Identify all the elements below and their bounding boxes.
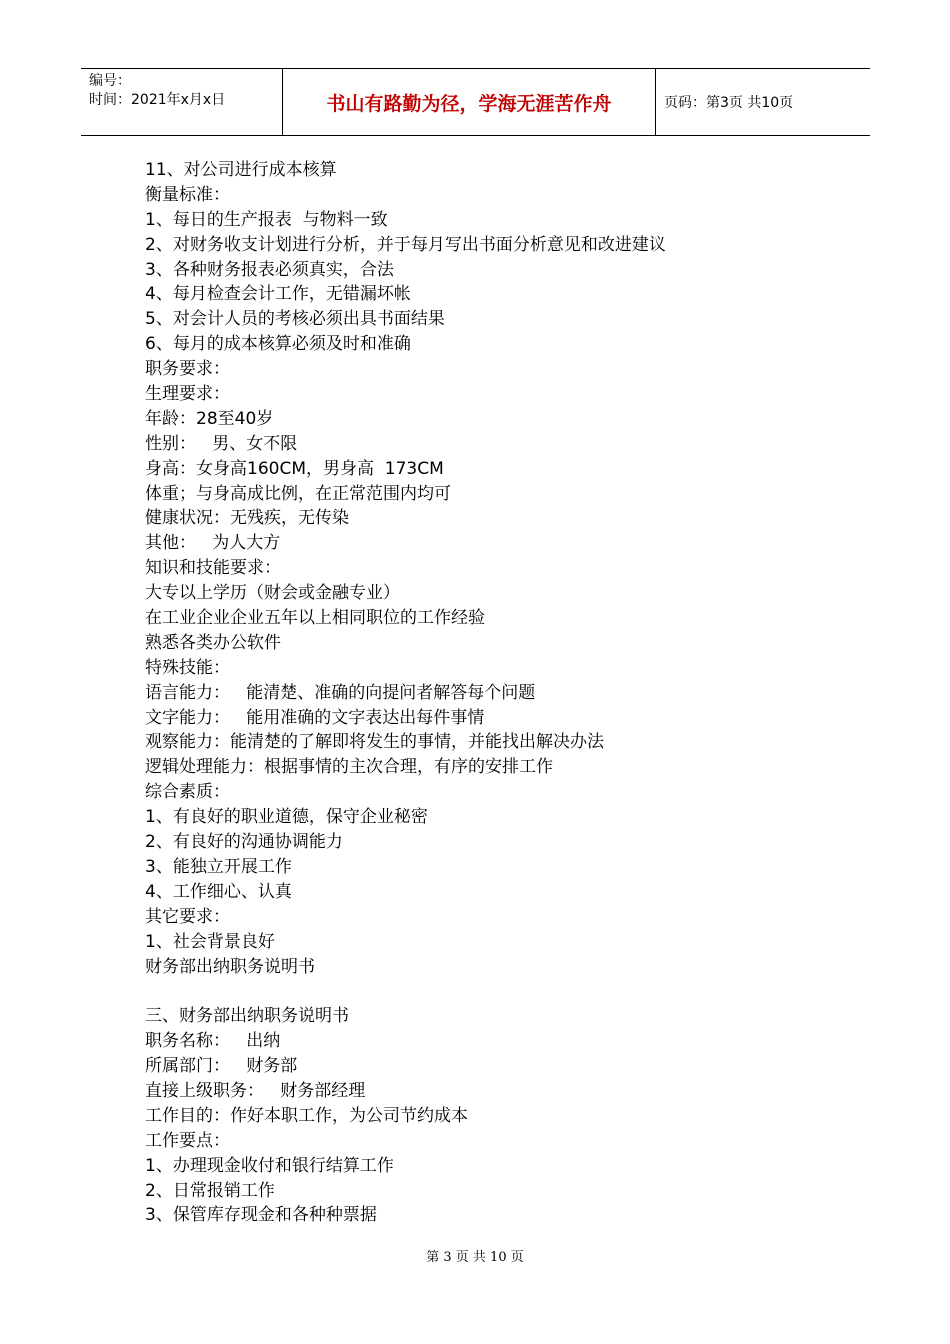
text-line: 职务名称： 出纳 — [145, 1031, 281, 1052]
header-page-number: 页码：第3页 共10页 — [664, 95, 794, 111]
text-line: 生理要求： — [145, 384, 230, 405]
text-line: 工作要点： — [145, 1130, 230, 1151]
document-number-label: 编号： — [89, 73, 131, 89]
text-line: 2、对财务收支计划进行分析，并于每月写出书面分析意见和改进建议 — [145, 234, 666, 255]
document-body — [145, 158, 845, 1228]
text-line: 其它要求： — [145, 906, 230, 927]
text-line: 2、日常报销工作 — [145, 1180, 275, 1201]
text-line: 特殊技能： — [145, 657, 230, 678]
text-line: 其他： 为人大方 — [145, 533, 281, 554]
text-line: 财务部出纳职务说明书 — [145, 956, 315, 977]
text-line: 5、对会计人员的考核必须出具书面结果 — [145, 309, 445, 330]
text-line: 语言能力： 能清楚、准确的向提问者解答每个问题 — [145, 682, 536, 703]
text-line: 在工业企业企业五年以上相同职位的工作经验 — [145, 608, 485, 629]
text-line: 3、保管库存现金和各种种票据 — [145, 1205, 377, 1226]
page-header — [81, 68, 870, 136]
text-line: 1、有良好的职业道德，保守企业秘密 — [145, 807, 428, 828]
text-line: 衡量标准： — [145, 184, 230, 205]
text-line: 1、办理现金收付和银行结算工作 — [145, 1155, 394, 1176]
text-line: 身高：女身高160CM，男身高 173CM — [145, 458, 444, 479]
text-line: 健康状况：无残疾，无传染 — [145, 508, 349, 529]
document-date: 时间：2021年x月x日 — [89, 92, 226, 108]
text-line: 体重；与身高成比例，在正常范围内均可 — [145, 483, 451, 504]
text-line: 知识和技能要求： — [145, 558, 281, 579]
text-line: 性别： 男、女不限 — [145, 433, 298, 454]
text-line: 所属部门： 财务部 — [145, 1056, 298, 1077]
text-line: 三、财务部出纳职务说明书 — [145, 1006, 349, 1027]
text-line: 3、各种财务报表必须真实，合法 — [145, 259, 394, 280]
text-line: 工作目的：作好本职工作，为公司节约成本 — [145, 1105, 468, 1126]
header-motto: 书山有路勤为径，学海无涯苦作舟 — [283, 69, 656, 135]
text-line: 11、对公司进行成本核算 — [145, 160, 337, 180]
text-line: 职务要求： — [145, 359, 230, 380]
text-line: 逻辑处理能力：根据事情的主次合理，有序的安排工作 — [145, 757, 553, 778]
text-line: 综合素质： — [145, 782, 230, 803]
text-line: 年龄：28至40岁 — [145, 408, 274, 429]
text-line: 大专以上学历（财会或金融专业） — [145, 583, 400, 604]
text-line: 文字能力： 能用准确的文字表达出每件事情 — [145, 707, 485, 728]
text-line — [145, 979, 845, 1004]
text-line: 4、工作细心、认真 — [145, 881, 292, 902]
text-line: 1、每日的生产报表 与物料一致 — [145, 209, 388, 230]
text-line: 1、社会背景良好 — [145, 931, 275, 952]
text-line: 2、有良好的沟通协调能力 — [145, 832, 343, 853]
text-line: 6、每月的成本核算必须及时和准确 — [145, 334, 411, 355]
text-line: 4、每月检查会计工作，无错漏坏帐 — [145, 284, 411, 305]
text-line: 熟悉各类办公软件 — [145, 632, 281, 653]
text-line: 直接上级职务： 财务部经理 — [145, 1080, 366, 1101]
header-meta — [81, 69, 283, 135]
page-footer: 第 3 页 共 10 页 — [426, 1250, 524, 1265]
text-line: 3、能独立开展工作 — [145, 856, 292, 877]
text-line: 观察能力：能清楚的了解即将发生的事情，并能找出解决办法 — [145, 732, 604, 753]
